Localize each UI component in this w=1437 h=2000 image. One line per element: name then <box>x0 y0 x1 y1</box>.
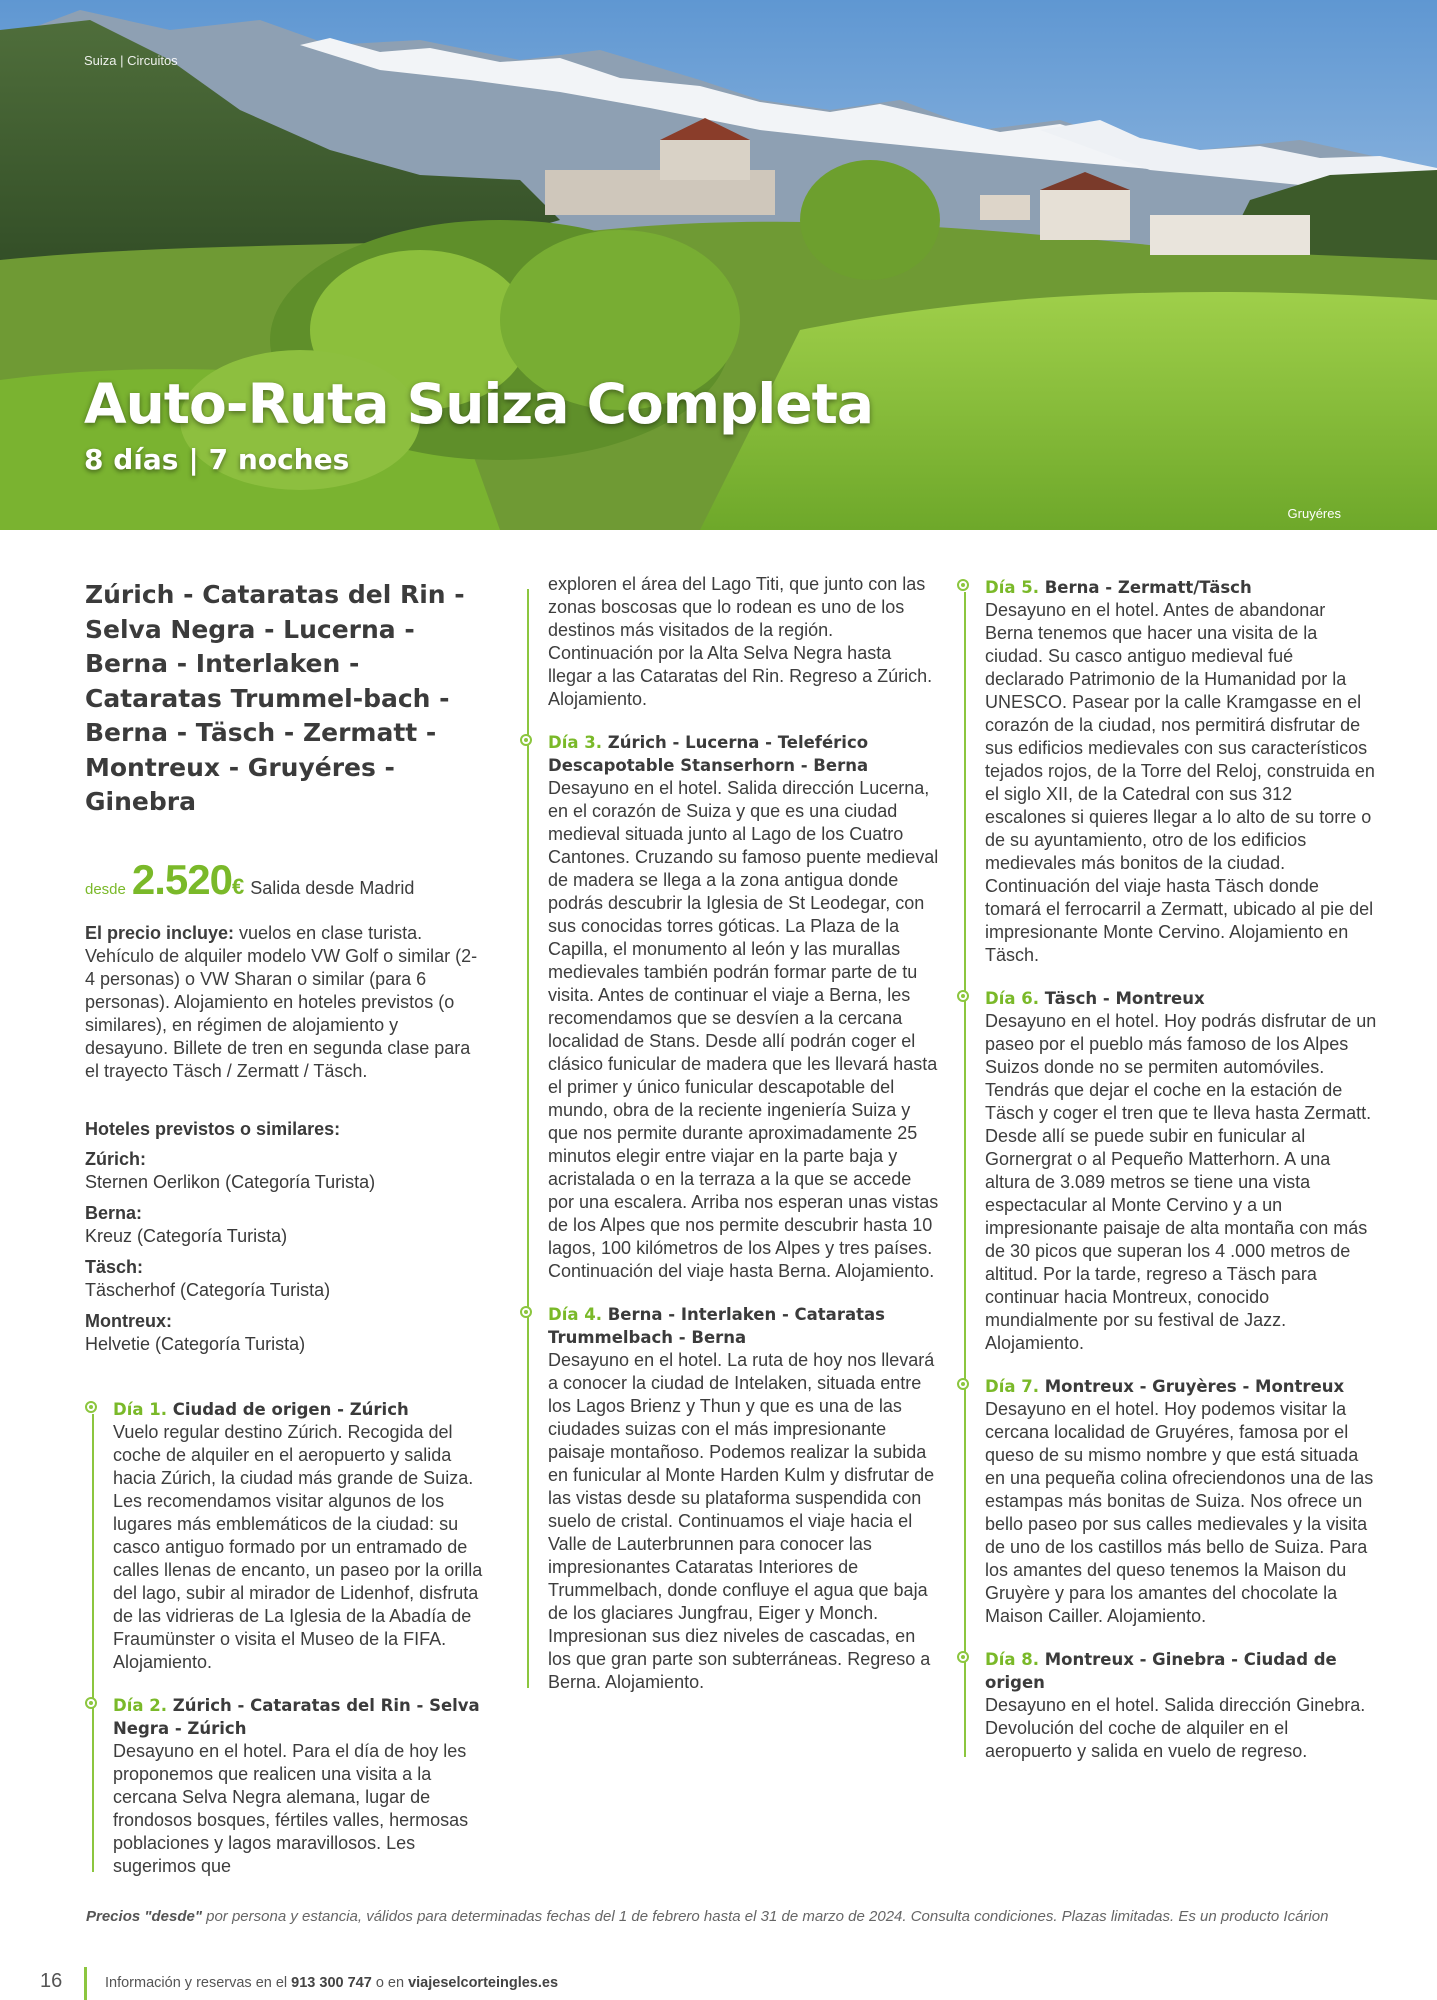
price-currency: € <box>231 873 245 899</box>
day-description: Desayuno en el hotel. Salida dirección Lucerna, en el corazón de Suiza y que es una ciudad medieval situada junto al Lago de los Cuatro Cantones. Cruzando su famoso puente medieval de madera se llega a la zona antigua donde podrás descubrir la Iglesia de St Leodegar, con sus conocidas torres góticas. La Plaza de la Capilla, el monumento al león y las murallas medievales también podrán formar parte de tu visita. Antes de continuar el viaje a Berna, les recomendamos que se desvíen a la cercana localidad de Stans. Desde allí podrán coger el clásico funicular de madera que les llevará hasta el primer y único funicular descapotable del mundo, obra de la reciente ingeniería Suiza y que nos permite durante aproximadamente 25 minutos elegir entre viajar en la parte baja y acristalada o en la terraza a la que se accede por una escalera. Arriba nos esperan unas vistas de los Alpes que nos permite descubrir hasta 10 lagos, 100 kilómetros de los Alpes y tres países. Continuación del viaje hasta Berna. Alojamiento. <box>548 778 939 1281</box>
day-title: Montreux - Gruyères - Montreux <box>1044 1377 1345 1396</box>
footer-prefix: Información y reservas en el <box>105 1975 292 1991</box>
hero-banner <box>0 0 1437 530</box>
column-1 <box>85 570 485 1878</box>
day-title: Täsch - Montreux <box>1044 989 1205 1008</box>
day-number: Día 1. <box>113 1399 167 1419</box>
timeline-marker-icon <box>957 1651 969 1663</box>
day-title: Berna - Interlaken - Cataratas Trummelbach - Berna <box>548 1305 885 1347</box>
itinerary-day-7 <box>985 1375 1377 1628</box>
day-heading <box>548 731 940 777</box>
price-amount: 2.520 <box>131 855 232 903</box>
page-number: 16 <box>40 1970 63 1992</box>
footnote-text: por persona y estancia, válidos para determinadas fechas del 1 de febrero hasta el 31 de marzo de 2024. Consulta condiciones. Plazas limitadas. Es un producto Icárion <box>201 1908 1329 1925</box>
itinerary-day-8 <box>985 1648 1377 1763</box>
day-description: Desayuno en el hotel. Hoy podemos visitar la cercana localidad de Gruyéres, famosa por el queso de su mismo nombre y que está situada en una pequeña colina ofreciendonos una de las estampas más bonitas de Suiza. Nos ofrece un bello paseo por sus calles medievales y la visita de uno de los castillos más bello de Suiza. Para los amantes del queso tenemos la Maison du Gruyère y para los amantes del chocolate la Maison Cailler. Alojamiento. <box>985 1399 1374 1626</box>
hotel-city: Täsch: <box>85 1256 144 1277</box>
duration-separator: | <box>188 443 199 476</box>
hotels-title: Hoteles previstos o similares: <box>85 1118 341 1139</box>
day-description: Desayuno en el hotel. Hoy podrás disfrutar de un paseo por el pueblo más famoso de los Alpes Suizos donde no se permiten automóviles. Tendrás que dejar el coche en la estación de Täsch y coger el tren que te lleva hasta Zermatt. Desde allí se puede subir en funicular al Gornergrat o al Pequeño Matterhorn. A una altura de 3.089 metros se tiene una vista espectacular al Monte Cervino y a un impresionante paisaje de alta montaña con más de 30 picos que superan los 4 .000 metros de altitud. Por la tarde, regreso a Täsch para continuar hacia Montreux, conocido mundialmente por su festival de Jazz. Alojamiento. <box>985 1011 1377 1353</box>
includes-label: El precio incluye: <box>85 922 235 943</box>
itinerary-day-5 <box>985 576 1377 967</box>
footnote-bold: Precios "desde" <box>86 1908 202 1925</box>
day-heading <box>985 576 1377 599</box>
day-heading <box>985 1648 1377 1694</box>
departure-note: Salida desde Madrid <box>250 877 415 898</box>
breadcrumb: Suiza | Circuitos <box>84 53 178 68</box>
hotel-city: Montreux: <box>85 1310 172 1331</box>
hotel-name: Täscherhof (Categoría Turista) <box>85 1279 331 1300</box>
day-description: Desayuno en el hotel. Para el día de hoy les proponemos que realicen una visita a la cercana Selva Negra alemana, lugar de frondosos bosques, fértiles valles, hermosas poblaciones y lagos maravillosos. Les sugerimos que <box>113 1740 469 1876</box>
hotel-city: Zúrich: <box>85 1148 146 1169</box>
itinerary-day-6 <box>985 987 1377 1355</box>
duration <box>84 443 349 476</box>
footer-contact <box>105 1975 558 1991</box>
day-heading <box>113 1694 485 1740</box>
timeline-marker-icon <box>957 990 969 1002</box>
timeline-marker-icon <box>85 1697 97 1709</box>
itinerary-timeline-2 <box>520 573 940 1694</box>
itinerary-timeline-3 <box>957 576 1377 1763</box>
day-description: Vuelo regular destino Zúrich. Recogida del coche de alquiler en el aeropuerto y salida hacia Zúrich, la ciudad más grande de Suiza. Les recomendamos visitar algunos de los lugares más emblemáticos de la ciudad: su casco antiguo formado por un entramado de calles llenas de encanto, un paseo por la orilla del lago, subir al mirador de Lidenhof, disfruta de las vidrieras de La Iglesia de la Abadía de Fraumünster o visita el Museo de la FIFA. Alojamiento. <box>113 1421 483 1672</box>
hotel-city: Berna: <box>85 1202 143 1223</box>
day-number: Día 6. <box>985 989 1039 1008</box>
price-includes <box>85 922 480 1083</box>
day-description: Desayuno en el hotel. Salida dirección Ginebra. Devolución del coche de alquiler en el aeropuerto y salida en vuelo de regreso. <box>985 1695 1366 1761</box>
route-title: Zúrich - Cataratas del Rin - Selva Negra - Lucerna - Berna - Interlaken - Cataratas Trummel-bach - Berna - Täsch - Zermatt - Montreux - Gruyéres - Ginebra <box>85 580 465 816</box>
price-line <box>85 856 485 904</box>
day-title: Montreux - Ginebra - Ciudad de origen <box>985 1650 1337 1692</box>
itinerary-day-2 <box>113 1694 485 1878</box>
timeline-marker-icon <box>85 1401 97 1413</box>
day-number: Día 3. <box>548 733 602 752</box>
day-heading <box>113 1398 485 1421</box>
day-title: Berna - Zermatt/Täsch <box>1044 578 1252 597</box>
day-title: Zúrich - Lucerna - Teleférico Descapotable Stanserhorn - Berna <box>548 733 869 775</box>
day-number: Día 2. <box>113 1695 167 1715</box>
page-title: Auto-Ruta Suiza Completa <box>84 372 873 436</box>
days-count: 8 días <box>84 443 179 476</box>
price-footnote <box>86 1906 1356 1928</box>
day-description: Desayuno en el hotel. La ruta de hoy nos llevará a conocer la ciudad de Intelaken, situada entre los Lagos Brienz y Thun y que es una de las ciudades suizas con el más impresionante paisaje montañoso. Podemos realizar la subida en funicular al Monte Harden Kulm y disfrutar de las vistas desde su plataforma suspendida con suelo de cristal. Continuamos el viaje hacia el Valle de Lauterbrunnen para conocer las impresionantes Cataratas Interiores de Trummelbach, donde confluye el agua que baja de los glaciares Jungfrau, Eiger y Monch. Impresionan sus diez niveles de cascadas, en los que gran parte son subterráneas. Regreso a Berna. Alojamiento. <box>548 1350 935 1692</box>
timeline-marker-icon <box>957 579 969 591</box>
itinerary-day-4 <box>548 1303 940 1694</box>
day-2-continued: exploren el área del Lago Titi, que junto con las zonas boscosas que lo rodean es uno de los destinos más visitados de la región. Continuación por la Alta Selva Negra hasta llegar a las Cataratas del Rin. Regreso a Zúrich. Alojamiento. <box>548 574 933 709</box>
hotel-name: Sternen Oerlikon (Categoría Turista) <box>85 1171 376 1192</box>
day-number: Día 4. <box>548 1305 602 1324</box>
day-number: Día 8. <box>985 1650 1039 1669</box>
day-heading <box>548 1303 940 1349</box>
timeline-marker-icon <box>520 1306 532 1318</box>
column-3 <box>957 576 1377 1763</box>
column-2 <box>520 573 939 1694</box>
nights-count: 7 noches <box>208 443 350 476</box>
day-title: Zúrich - Cataratas del Rin - Selva Negra - Zúrich <box>113 1695 480 1738</box>
footer-middle: o en <box>371 1975 409 1991</box>
website-link[interactable]: viajeselcorteingles.es <box>408 1975 559 1991</box>
day-number: Día 5. <box>985 578 1039 597</box>
hotel-name: Kreuz (Categoría Turista) <box>85 1225 288 1246</box>
includes-text: vuelos en clase turista. Vehículo de alquiler modelo VW Golf o similar (2-4 personas) o VW Sharan o similar (para 6 personas). Alojamiento en hoteles previstos (o similares), en régimen de alojamiento y desayuno. Billete de tren en segunda clase para el trayecto Täsch / Zermatt / Täsch. <box>85 922 478 1081</box>
phone-number[interactable]: 913 300 747 <box>291 1975 372 1991</box>
day-number: Día 7. <box>985 1377 1039 1396</box>
hotel-name: Helvetie (Categoría Turista) <box>85 1333 306 1354</box>
day-heading <box>985 987 1377 1010</box>
itinerary-day-3 <box>548 731 940 1283</box>
itinerary-day-1 <box>113 1398 485 1674</box>
timeline-marker-icon <box>520 734 532 746</box>
day-title: Ciudad de origen - Zúrich <box>172 1399 409 1419</box>
day-description: Desayuno en el hotel. Antes de abandonar Berna tenemos que hacer una visita de la ciudad. Su casco antiguo medieval fué declarado Patrimonio de la Humanidad por la UNESCO. Pasear por la calle Kramgasse en el corazón de la ciudad, nos permitirá disfrutar de sus edificios medievales con sus característicos tejados rojos, de la Torre del Reloj, construida en el siglo XII, de la Catedral con sus 312 escalones si quieres llegar a lo alto de su torre o de su ayuntamiento, otro de los edificios medievales más bonitos de la ciudad. Continuación del viaje hasta Täsch donde tomará el ferrocarril a Zermatt, ubicado al pie del impresionante Monte Cervino. Alojamiento en Täsch. <box>985 600 1375 965</box>
timeline-marker-icon <box>957 1378 969 1390</box>
photo-caption: Gruyéres <box>1287 506 1341 521</box>
price-prefix: desde <box>85 880 126 898</box>
day-heading <box>985 1375 1377 1398</box>
itinerary-timeline-1 <box>85 1398 485 1878</box>
footer-divider <box>84 1967 87 2000</box>
